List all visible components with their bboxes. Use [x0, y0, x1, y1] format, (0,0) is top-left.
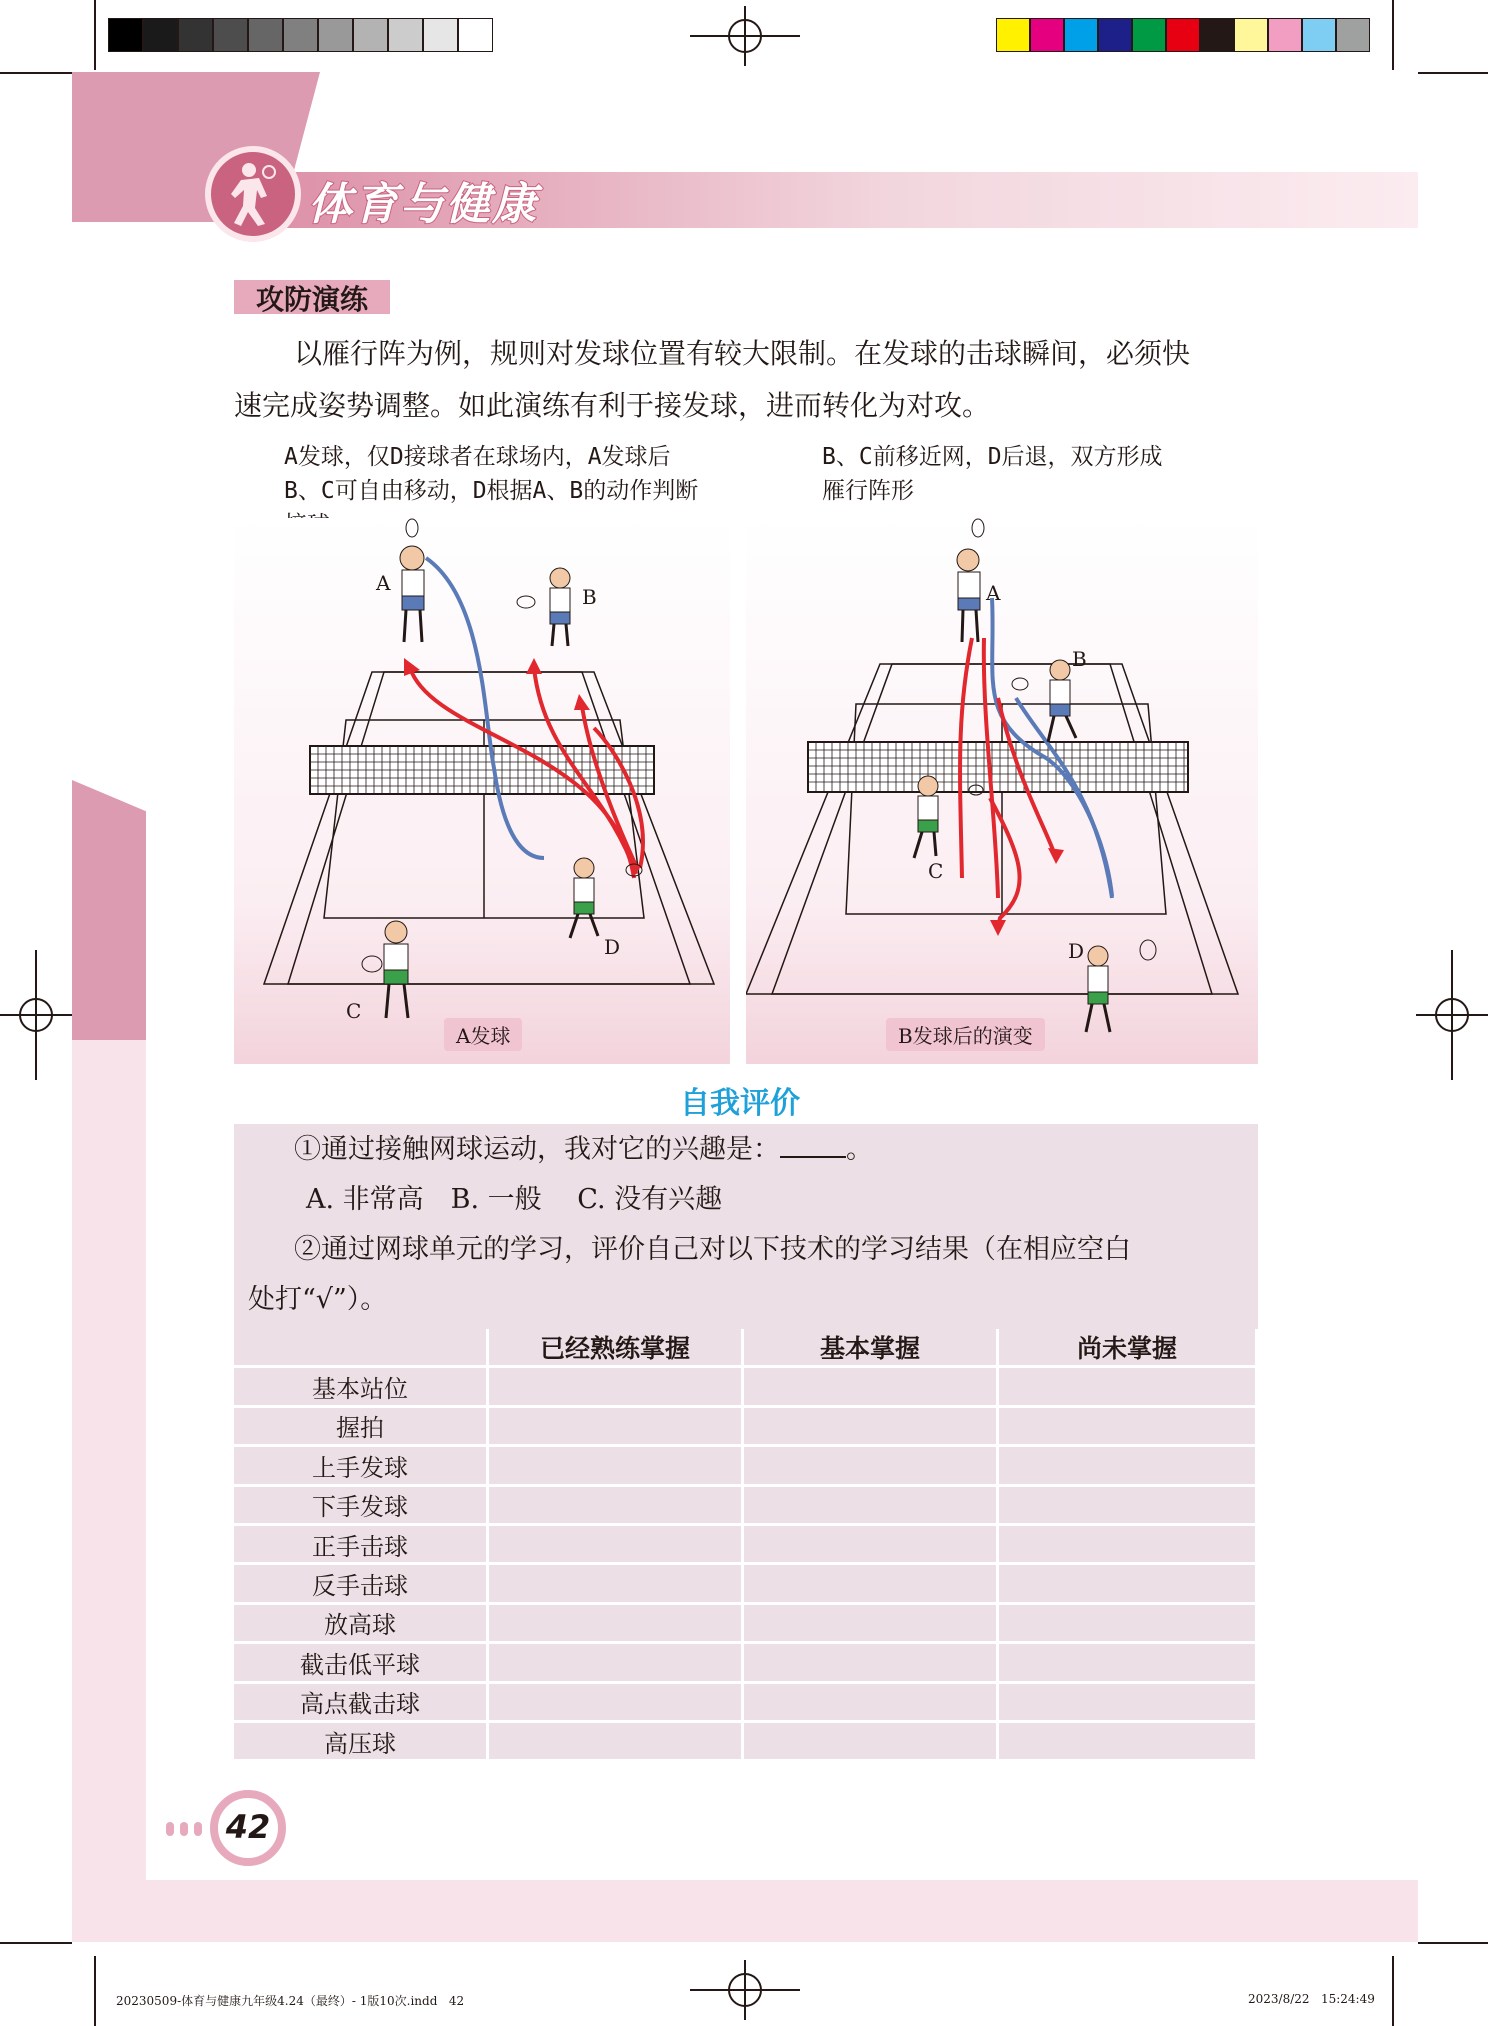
intro-paragraph-line1: 以雁行阵为例，规则对发球位置有较大限制。在发球的击球瞬间，必须快	[294, 337, 1191, 370]
crop-mark	[94, 0, 96, 70]
skill-name: 握拍	[234, 1406, 488, 1445]
registration-mark-bottom	[690, 1960, 800, 2020]
question-1-text: ①通过接触网球运动，我对它的兴趣是：	[294, 1134, 780, 1165]
table-row	[234, 1682, 1257, 1721]
tennis-court-diagram-left	[234, 518, 730, 1064]
skill-name: 下手发球	[234, 1485, 488, 1524]
figure-right-caption-2: 雁行阵形	[822, 478, 914, 504]
section-title: 攻防演练	[256, 283, 369, 316]
skill-name: 截击低平球	[234, 1643, 488, 1682]
tennis-court-diagram-right	[746, 518, 1258, 1064]
checkmark-cell[interactable]	[998, 1406, 1257, 1445]
checkmark-cell[interactable]	[998, 1603, 1257, 1642]
color-swatch	[996, 18, 1030, 52]
checkmark-cell[interactable]	[743, 1524, 998, 1563]
checkmark-cell[interactable]	[488, 1446, 743, 1485]
figure-right-label: B发球后的演变	[886, 1018, 1045, 1051]
registration-mark-left	[0, 950, 72, 1080]
registration-mark-top	[690, 6, 800, 66]
page-dot	[166, 1822, 174, 1836]
color-swatch	[1098, 18, 1132, 52]
question-1-suffix: 。	[846, 1134, 873, 1165]
checkmark-cell[interactable]	[743, 1446, 998, 1485]
footer-timestamp: 2023/8/22 15:24:49	[1248, 1992, 1375, 2006]
gray-swatch	[388, 18, 423, 52]
skill-name: 放高球	[234, 1603, 488, 1642]
bottom-band	[72, 1880, 1418, 1942]
skill-name: 基本站位	[234, 1367, 488, 1406]
gray-swatch	[458, 18, 493, 52]
checkmark-cell[interactable]	[998, 1367, 1257, 1406]
checkmark-cell[interactable]	[743, 1406, 998, 1445]
checkmark-cell[interactable]	[488, 1367, 743, 1406]
table-header-not-yet: 尚未掌握	[998, 1329, 1257, 1367]
badminton-player-logo	[205, 146, 301, 242]
page-number: 42	[210, 1790, 286, 1866]
checkmark-cell[interactable]	[998, 1524, 1257, 1563]
skill-name: 上手发球	[234, 1446, 488, 1485]
gray-swatch	[283, 18, 318, 52]
checkmark-cell[interactable]	[998, 1643, 1257, 1682]
checkmark-cell[interactable]	[998, 1564, 1257, 1603]
page-dot	[180, 1822, 188, 1836]
skill-name: 反手击球	[234, 1564, 488, 1603]
figure-left-panel	[234, 518, 730, 1064]
player-label-b: B	[582, 585, 597, 609]
skill-name: 正手击球	[234, 1524, 488, 1563]
checkmark-cell[interactable]	[743, 1485, 998, 1524]
table-row	[234, 1367, 1257, 1406]
gray-swatch	[353, 18, 388, 52]
player-a	[400, 519, 424, 642]
player-silhouette-icon	[211, 152, 295, 236]
figure-left-label: A发球	[444, 1018, 522, 1051]
checkmark-cell[interactable]	[743, 1603, 998, 1642]
player-label-a: A	[376, 571, 391, 595]
checkmark-cell[interactable]	[488, 1721, 743, 1760]
figure-left-caption-1: A发球，仅D接球者在球场内，A发球后	[284, 444, 671, 470]
player-label-c: C	[928, 859, 944, 883]
color-swatch	[1200, 18, 1234, 52]
gray-swatch	[178, 18, 213, 52]
crop-mark	[1418, 1942, 1488, 1944]
color-swatch	[1234, 18, 1268, 52]
question-2-line2: 处打“√”）。	[248, 1284, 388, 1315]
crop-mark	[94, 1956, 96, 2026]
question-1-options: A. 非常高 B. 一般 C. 没有兴趣	[306, 1184, 723, 1215]
player-label-c: C	[346, 999, 362, 1023]
table-row	[234, 1564, 1257, 1603]
skill-assessment-table	[234, 1329, 1258, 1762]
gray-swatch	[318, 18, 353, 52]
checkmark-cell[interactable]	[998, 1721, 1257, 1760]
skill-name: 高点截击球	[234, 1682, 488, 1721]
checkmark-cell[interactable]	[488, 1603, 743, 1642]
color-swatch	[1336, 18, 1370, 52]
answer-blank[interactable]	[780, 1132, 846, 1158]
color-swatch	[1166, 18, 1200, 52]
gray-swatch	[248, 18, 283, 52]
intro-paragraph-line2: 速完成姿势调整。如此演练有利于接发球，进而转化为对攻。	[234, 389, 991, 422]
checkmark-cell[interactable]	[998, 1446, 1257, 1485]
crop-mark	[1392, 1956, 1394, 2026]
table-header-proficient: 已经熟练掌握	[488, 1329, 743, 1367]
player-c	[362, 921, 408, 1018]
table-row	[234, 1721, 1257, 1760]
player-label-a: A	[986, 581, 1001, 605]
checkmark-cell[interactable]	[488, 1682, 743, 1721]
figure-left-caption-2: B、C可自由移动，D根据A、B的动作判断	[284, 478, 699, 504]
checkmark-cell[interactable]	[998, 1485, 1257, 1524]
player-label-d: D	[1068, 939, 1085, 963]
player-a	[957, 519, 984, 642]
gray-swatch	[108, 18, 143, 52]
footer-file-info: 20230509-体育与健康九年级4.24（最终）- 1版10次.indd 42	[116, 1994, 465, 2008]
checkmark-cell[interactable]	[743, 1367, 998, 1406]
player-d	[1086, 940, 1156, 1032]
gray-swatch	[143, 18, 178, 52]
checkmark-cell[interactable]	[488, 1643, 743, 1682]
checkmark-cell[interactable]	[743, 1682, 998, 1721]
color-swatch	[1064, 18, 1098, 52]
book-title: 体育与健康	[308, 179, 538, 230]
side-band-accent	[72, 780, 146, 1040]
table-row	[234, 1643, 1257, 1682]
player-b	[517, 568, 570, 646]
player-label-b: B	[1072, 647, 1087, 671]
table-header-row	[234, 1329, 1257, 1367]
skill-name: 高压球	[234, 1721, 488, 1760]
checkmark-cell[interactable]	[998, 1682, 1257, 1721]
crop-mark	[0, 1942, 72, 1944]
registration-mark-right	[1416, 950, 1488, 1080]
crop-mark	[1418, 72, 1488, 74]
player-b	[1012, 660, 1076, 742]
crop-mark	[1392, 0, 1394, 70]
side-band	[72, 1040, 146, 1940]
gray-swatch	[423, 18, 458, 52]
table-header-blank	[234, 1329, 488, 1367]
checkmark-cell[interactable]	[488, 1406, 743, 1445]
page-dot	[194, 1822, 202, 1836]
question-2-line1: ②通过网球单元的学习，评价自己对以下技术的学习结果（在相应空白	[294, 1234, 1131, 1265]
crop-mark	[0, 72, 72, 74]
color-swatch	[1302, 18, 1336, 52]
table-row	[234, 1603, 1257, 1642]
checkmark-cell[interactable]	[488, 1524, 743, 1563]
checkmark-cell[interactable]	[743, 1564, 998, 1603]
table-row	[234, 1485, 1257, 1524]
checkmark-cell[interactable]	[743, 1643, 998, 1682]
question-1	[294, 1130, 873, 1170]
checkmark-cell[interactable]	[488, 1564, 743, 1603]
table-row	[234, 1446, 1257, 1485]
figure-right-panel	[746, 518, 1258, 1064]
table-header-basic: 基本掌握	[743, 1329, 998, 1367]
self-eval-title: 自我评价	[680, 1086, 800, 1121]
checkmark-cell[interactable]	[743, 1721, 998, 1760]
gray-swatch	[213, 18, 248, 52]
table-row	[234, 1406, 1257, 1445]
color-swatch	[1132, 18, 1166, 52]
figure-right-caption-1: B、C前移近网，D后退，双方形成	[822, 444, 1163, 470]
color-swatch	[1268, 18, 1302, 52]
color-swatch	[1030, 18, 1064, 52]
checkmark-cell[interactable]	[488, 1485, 743, 1524]
player-label-d: D	[604, 935, 621, 959]
table-row	[234, 1524, 1257, 1563]
